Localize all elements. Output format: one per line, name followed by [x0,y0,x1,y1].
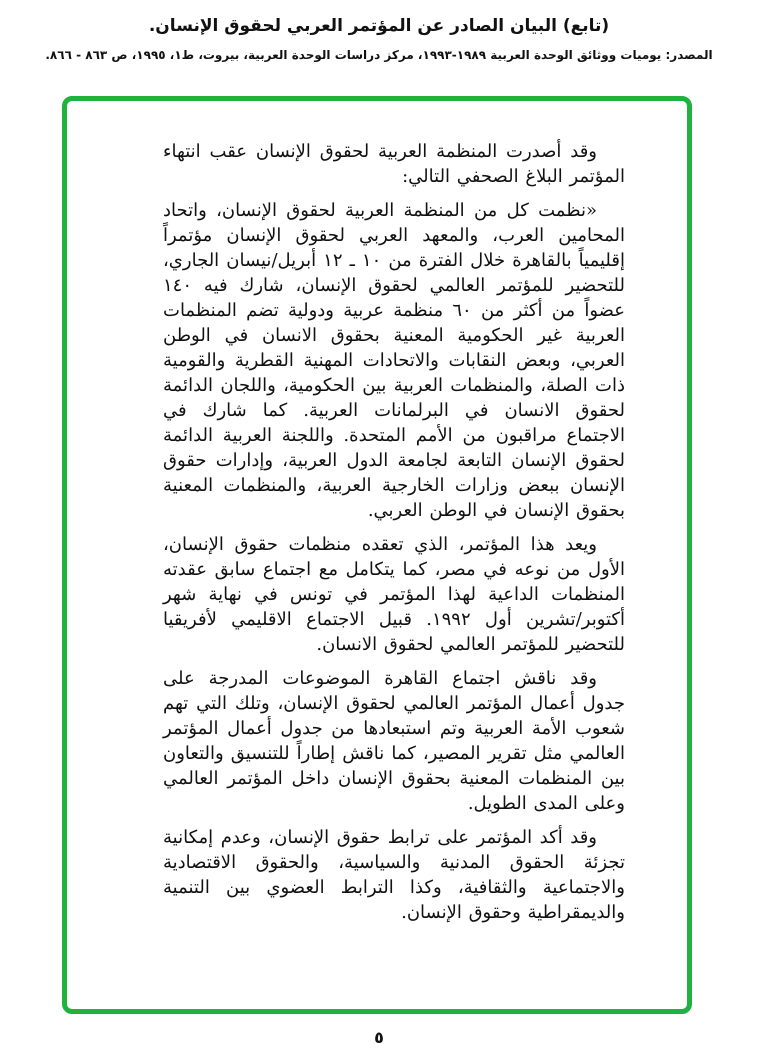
paragraph-press-release-intro: وقد أصدرت المنظمة العربية لحقوق الإنسان عقب انتهاء المؤتمر البلاغ الصحفي التالي: [163,141,625,187]
paragraph-cairo-meeting-agenda: وقد ناقش اجتماع القاهرة الموضوعات المدرجة على جدول أعمال المؤتمر العالمي لحقوق الإنسان، وتلك التي تهم شعوب الأمة العربية وتم استبعادها من جدول أعمال المؤتمر العالمي مثل تقرير المصير، كما ناقش إطاراً للتنسيق والتعاون بين المنظمات المعنية بحقوق الإنسان داخل المؤتمر العالمي وعلى المدى الطويل. [163,668,625,814]
page-number: ٥ [374,1028,384,1047]
statement-body [163,139,625,934]
document-title: (تابع) البيان الصادر عن المؤتمر العربي لحقوق الإنسان. [148,16,610,36]
source-citation: المصدر: يوميات ووثائق الوحدة العربية ١٩٨٩-١٩٩٣، مركز دراسات الوحدة العربية، بيروت، ط١، ١٩٩٥، ص ٨٦٣ - ٨٦٦. [45,48,713,62]
paragraph-first-of-its-kind: ويعد هذا المؤتمر، الذي تعقده منظمات حقوق الإنسان، الأول من نوعه في مصر، كما يتكامل مع اجتماع سابق عقدته المنظمات الداعية لهذا المؤتمر في تونس في نهاية شهر أكتوبر/تشرين أول ١٩٩٢. قبيل الاجتماع الاقليمي لأفريقيا للتحضير للمؤتمر العالمي لحقوق الانسان. [163,534,625,655]
paragraph-conference-organizers: «نظمت كل من المنظمة العربية لحقوق الإنسان، واتحاد المحامين العرب، والمعهد العربي لحقوق الإنسان مؤتمراً إقليمياً بالقاهرة خلال الفترة من ١٠ ـ ١٢ أبريل/نيسان الجاري، للتحضير للمؤتمر العالمي لحقوق الإنسان، شارك فيه ١٤٠ عضواً من أكثر من ٦٠ منظمة عربية ودولية تضم المنظمات العربية غير الحكومية المعنية بحقوق الانسان في الوطن العربي، وبعض النقابات والاتحادات المهنية القطرية والقومية ذات الصلة، والمنظمات العربية بين الحكومية، واللجان الدائمة لحقوق الانسان في البرلمانات العربية. كما شارك في الاجتماع مراقبون من الأمم المتحدة. واللجنة العربية الدائمة لحقوق الإنسان التابعة لجامعة الدول العربية، وإدارات حقوق الإنسان ببعض وزارات الخارجية العربية، والمنظمات المعنية بحقوق الإنسان في الوطن العربي. [163,200,625,521]
paragraph-interdependence-of-rights: وقد أكد المؤتمر على ترابط حقوق الإنسان، وعدم إمكانية تجزئة الحقوق المدنية والسياسية، والحقوق الاقتصادية والاجتماعية والثقافية، وكذا الترابط العضوي بين التنمية والديمقراطية وحقوق الإنسان. [163,827,625,923]
statement-frame [62,96,692,1014]
document-header [0,14,758,64]
